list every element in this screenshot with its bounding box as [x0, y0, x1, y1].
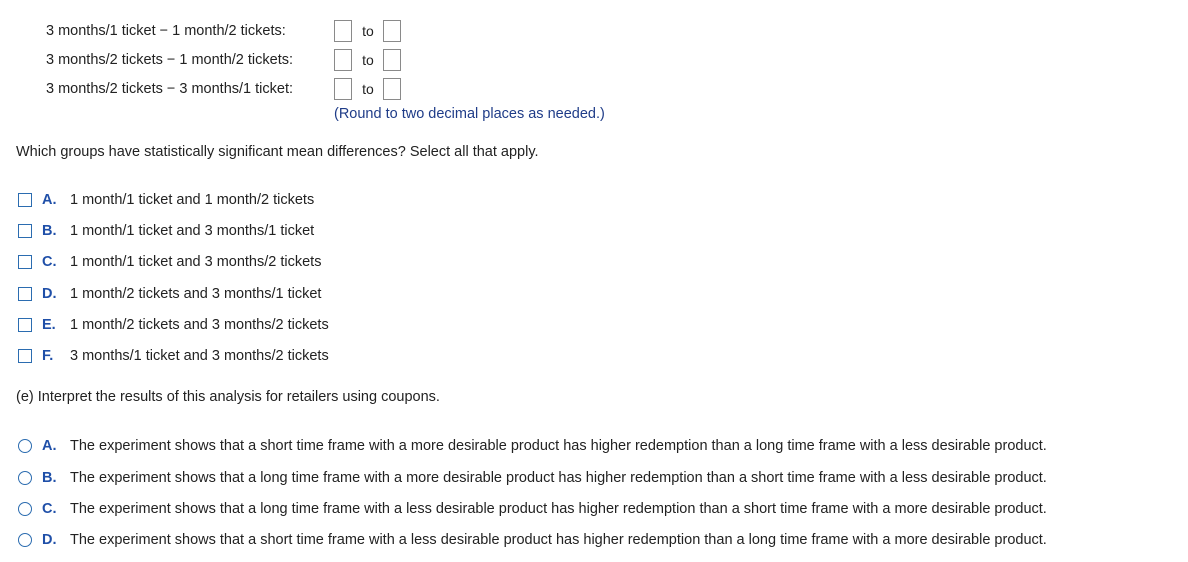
ci-row-label: 3 months/2 tickets − 3 months/1 ticket:	[46, 81, 294, 97]
ci-row-3	[0, 77, 420, 101]
checkbox-option-e[interactable]	[18, 314, 329, 336]
radio-button[interactable]	[18, 471, 32, 485]
option-letter: E.	[42, 317, 56, 333]
radio-option-c[interactable]	[18, 498, 1047, 520]
ci-to-label: to	[362, 81, 374, 97]
option-letter: C.	[42, 501, 57, 517]
ci-row-2	[0, 48, 420, 72]
option-text: The experiment shows that a long time frame with a more desirable product has higher redemption than a short time frame with a less desirable product.	[70, 470, 1047, 486]
radio-option-d[interactable]	[18, 529, 1047, 551]
question-d: Which groups have statistically significant mean differences? Select all that apply.	[16, 144, 539, 160]
option-letter: D.	[42, 532, 57, 548]
checkbox[interactable]	[18, 287, 32, 301]
checkbox[interactable]	[18, 224, 32, 238]
radio-button[interactable]	[18, 533, 32, 547]
option-text: The experiment shows that a long time frame with a less desirable product has higher redemption than a short time frame with a more desirable product.	[70, 501, 1047, 517]
option-letter: F.	[42, 348, 54, 364]
checkbox[interactable]	[18, 193, 32, 207]
checkbox[interactable]	[18, 255, 32, 269]
option-text: 3 months/1 ticket and 3 months/2 tickets	[70, 348, 329, 364]
option-text: 1 month/1 ticket and 1 month/2 tickets	[70, 192, 315, 208]
option-letter: B.	[42, 470, 57, 486]
ci-lower-input[interactable]	[334, 78, 352, 100]
checkbox-option-d[interactable]	[18, 283, 321, 305]
question-e: (e) Interpret the results of this analysis for retailers using coupons.	[16, 389, 440, 405]
ci-row-1	[0, 19, 420, 43]
option-letter: A.	[42, 438, 57, 454]
option-letter: B.	[42, 223, 57, 239]
option-letter: D.	[42, 286, 57, 302]
checkbox[interactable]	[18, 349, 32, 363]
radio-button[interactable]	[18, 502, 32, 516]
ci-upper-input[interactable]	[383, 49, 401, 71]
ci-upper-input[interactable]	[383, 20, 401, 42]
option-text: The experiment shows that a short time frame with a more desirable product has higher redemption than a long time frame with a less desirable product.	[70, 438, 1047, 454]
round-note: (Round to two decimal places as needed.)	[334, 106, 605, 122]
ci-row-label: 3 months/2 tickets − 1 month/2 tickets:	[46, 52, 294, 68]
option-text: The experiment shows that a short time frame with a less desirable product has higher redemption than a long time frame with a more desirable product.	[70, 532, 1047, 548]
checkbox-option-f[interactable]	[18, 345, 329, 367]
ci-to-label: to	[362, 52, 374, 68]
ci-lower-input[interactable]	[334, 49, 352, 71]
ci-lower-input[interactable]	[334, 20, 352, 42]
option-text: 1 month/2 tickets and 3 months/1 ticket	[70, 286, 322, 302]
option-letter: A.	[42, 192, 57, 208]
option-letter: C.	[42, 254, 57, 270]
ci-row-label: 3 months/1 ticket − 1 month/2 tickets:	[46, 23, 286, 39]
checkbox-option-c[interactable]	[18, 251, 321, 273]
option-text: 1 month/2 tickets and 3 months/2 tickets	[70, 317, 329, 333]
checkbox[interactable]	[18, 318, 32, 332]
radio-option-b[interactable]	[18, 467, 1047, 489]
ci-to-label: to	[362, 23, 374, 39]
checkbox-option-a[interactable]	[18, 189, 314, 211]
option-text: 1 month/1 ticket and 3 months/2 tickets	[70, 254, 322, 270]
radio-button[interactable]	[18, 439, 32, 453]
option-text: 1 month/1 ticket and 3 months/1 ticket	[70, 223, 315, 239]
checkbox-option-b[interactable]	[18, 220, 314, 242]
radio-option-a[interactable]	[18, 435, 1047, 457]
ci-upper-input[interactable]	[383, 78, 401, 100]
